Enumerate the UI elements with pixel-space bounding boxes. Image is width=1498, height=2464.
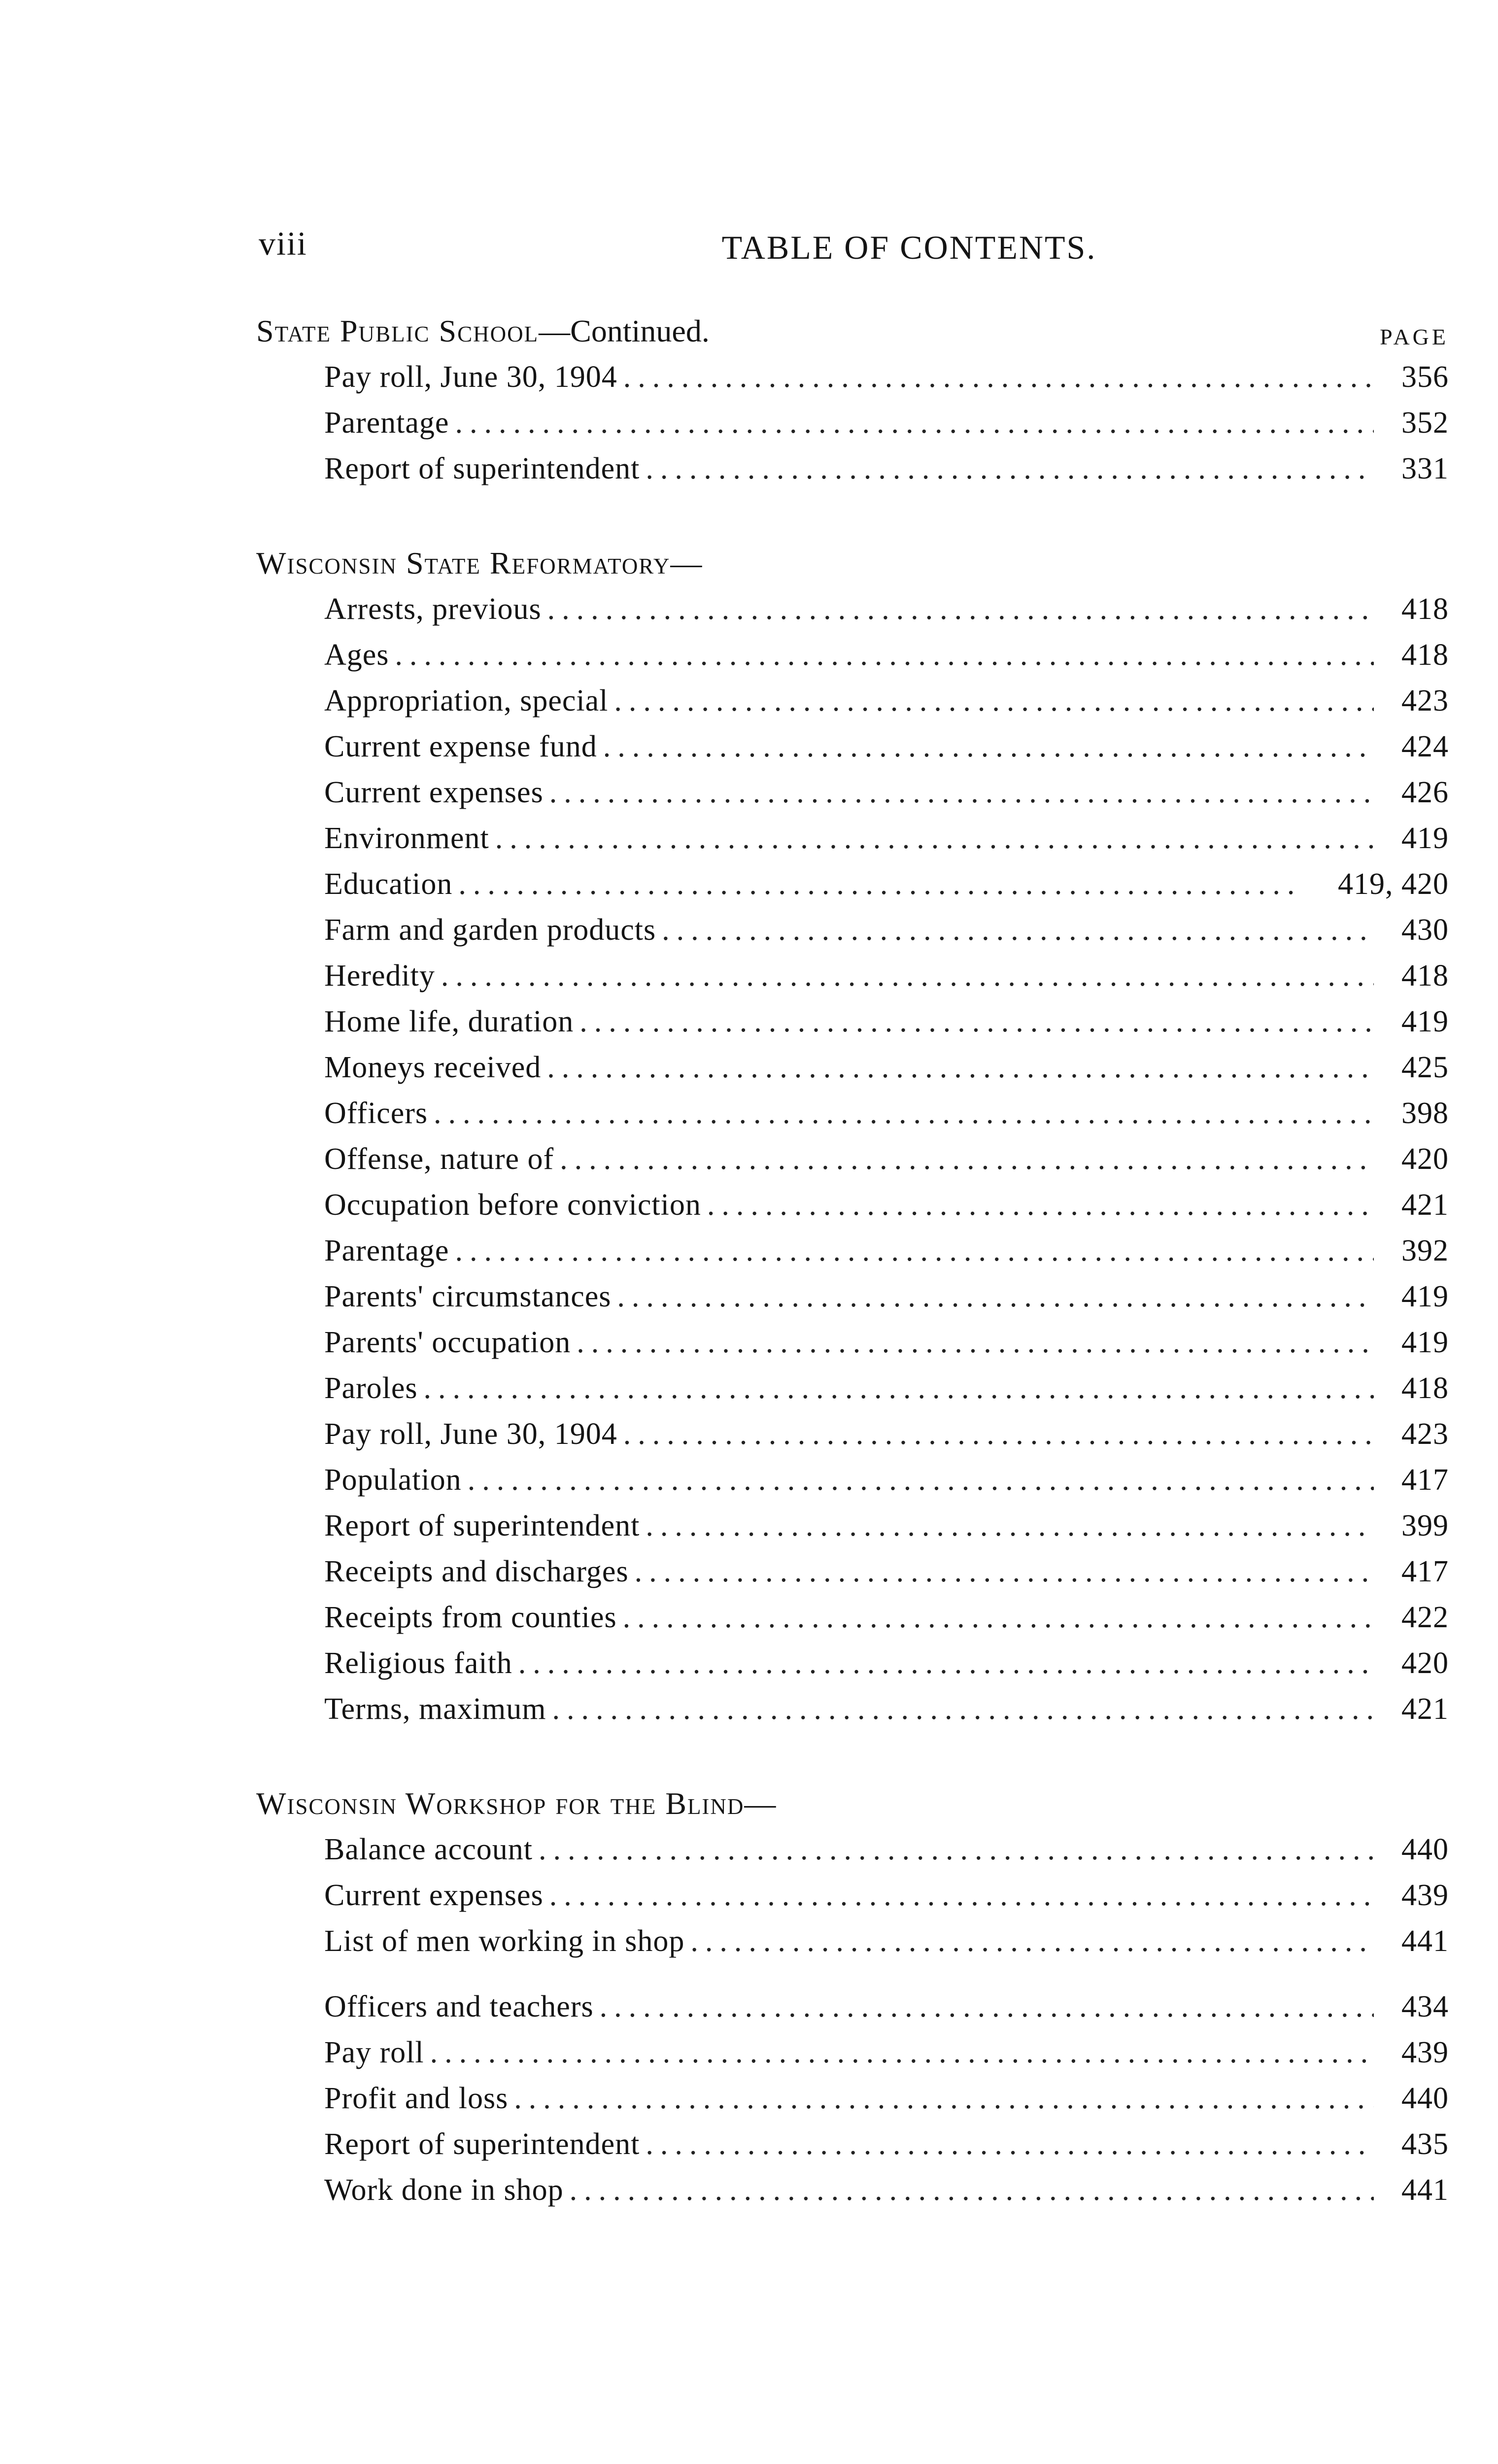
entry-page-number: 423: [1401, 684, 1449, 718]
section-heading-title: Wisconsin State Reformatory: [256, 546, 671, 581]
dot-leader: [514, 2076, 1374, 2122]
toc-entry: [256, 770, 1449, 816]
entry-page-number: 430: [1401, 913, 1449, 947]
dot-leader: [495, 816, 1374, 861]
toc-entry: [256, 1091, 1449, 1136]
dot-leader: [547, 1045, 1374, 1091]
entry-label: Religious faith: [324, 1646, 512, 1680]
toc-entry: [256, 1827, 1449, 1873]
dot-leader: [577, 1320, 1374, 1366]
entry-label: Population: [324, 1463, 462, 1497]
dot-leader: [707, 1182, 1374, 1228]
section-heading-suffix: —Continued.: [539, 313, 710, 348]
section-heading-suffix: —: [744, 1786, 776, 1821]
toc-entry: [256, 1411, 1449, 1457]
toc-entry: [256, 999, 1449, 1045]
entry-label: Officers and teachers: [324, 1990, 594, 2023]
toc-entry: [256, 953, 1449, 999]
entry-page-number: 421: [1401, 1188, 1449, 1222]
entry-page-number: 422: [1401, 1601, 1449, 1634]
entry-label: Occupation before conviction: [324, 1188, 701, 1222]
entry-label: List of men working in shop: [324, 1924, 685, 1958]
entry-label: Ages: [324, 638, 389, 672]
dot-leader: [690, 1918, 1374, 1964]
entry-page-number: 419: [1401, 1280, 1449, 1313]
toc-entry: [256, 1984, 1449, 2030]
dot-leader: [549, 1873, 1374, 1918]
entry-label: Parents' occupation: [324, 1326, 571, 1359]
entry-label: Pay roll, June 30, 1904: [324, 360, 617, 394]
entry-page-number: 423: [1401, 1417, 1449, 1451]
entry-page-number: 419: [1401, 1326, 1449, 1359]
entry-page-number: 331: [1401, 452, 1449, 485]
toc-section: [256, 1780, 1449, 2213]
entry-label: Current expense fund: [324, 730, 597, 763]
toc-entry: [256, 1228, 1449, 1274]
page-header: [259, 224, 1431, 264]
entry-page-number: 418: [1401, 959, 1449, 992]
entry-label: Profit and loss: [324, 2082, 509, 2115]
dot-leader: [579, 999, 1374, 1045]
entry-page-number: 419: [1401, 1005, 1449, 1038]
toc-entry: [256, 1274, 1449, 1320]
entry-label: Parents' circumstances: [324, 1280, 612, 1313]
table-of-contents: [256, 308, 1449, 2213]
entry-label: Officers: [324, 1096, 428, 1130]
toc-entry: [256, 1549, 1449, 1595]
entry-page-number: 426: [1401, 776, 1449, 809]
entry-page-number: 420: [1401, 1142, 1449, 1176]
toc-entry: [256, 2076, 1449, 2122]
dot-leader: [424, 1366, 1374, 1411]
dot-leader: [617, 1274, 1374, 1320]
entry-page-number: 441: [1401, 1924, 1449, 1958]
section-heading: [256, 540, 1449, 586]
entry-page-number: 435: [1401, 2127, 1449, 2161]
entry-label: Education: [324, 867, 453, 901]
toc-entry: [256, 1686, 1449, 1732]
section-heading-title: Wisconsin Workshop for the Blind: [256, 1786, 745, 1821]
entry-label: Report of superintendent: [324, 452, 640, 485]
toc-entry: [256, 400, 1449, 446]
entry-label: Heredity: [324, 959, 435, 992]
page-column-label: PAGE: [1380, 324, 1449, 349]
toc-entry: [256, 724, 1449, 770]
dot-leader: [635, 1549, 1374, 1595]
entry-label: Arrests, previous: [324, 592, 542, 626]
dot-leader: [547, 586, 1374, 632]
dot-leader: [646, 1503, 1374, 1549]
entry-label: Parentage: [324, 1234, 449, 1267]
dot-leader: [395, 632, 1374, 678]
toc-entry: [256, 1641, 1449, 1686]
toc-entry: [256, 446, 1449, 492]
toc-entry: [256, 1457, 1449, 1503]
entry-label: Terms, maximum: [324, 1692, 546, 1726]
entry-label: Home life, duration: [324, 1005, 574, 1038]
toc-entry: [256, 1045, 1449, 1091]
entry-page-number: 421: [1401, 1692, 1449, 1726]
dot-leader: [646, 446, 1374, 492]
page-number: viii: [259, 225, 307, 262]
entry-label: Pay roll, June 30, 1904: [324, 1417, 617, 1451]
entry-page-number: 398: [1401, 1096, 1449, 1130]
entry-label: Environment: [324, 821, 489, 855]
entry-page-number: 418: [1401, 638, 1449, 672]
entry-label: Appropriation, special: [324, 684, 609, 718]
toc-entry: [256, 1182, 1449, 1228]
dot-leader: [646, 2122, 1374, 2167]
entry-page-number: 425: [1401, 1051, 1449, 1084]
dot-leader: [455, 400, 1374, 446]
entry-label: Balance account: [324, 1833, 533, 1866]
toc-entry: [256, 1503, 1449, 1549]
dot-leader: [518, 1641, 1374, 1686]
entry-page-number: 440: [1401, 1833, 1449, 1866]
toc-entry: [256, 1136, 1449, 1182]
toc-entry: [256, 632, 1449, 678]
toc-entry: [256, 2167, 1449, 2213]
entry-page-number: 356: [1401, 360, 1449, 394]
dot-leader: [468, 1457, 1374, 1503]
toc-entry: [256, 1873, 1449, 1918]
entry-page-number: 392: [1401, 1234, 1449, 1267]
entry-page-number: 417: [1401, 1555, 1449, 1588]
dot-leader: [539, 1827, 1374, 1873]
entry-page-number: 441: [1401, 2173, 1449, 2207]
entry-page-number: 440: [1401, 2082, 1449, 2115]
entry-page-number: 434: [1401, 1990, 1449, 2023]
entry-page-number: 424: [1401, 730, 1449, 763]
entry-label: Current expenses: [324, 1879, 544, 1912]
entry-page-number: 419: [1401, 821, 1449, 855]
entry-label: Receipts and discharges: [324, 1555, 629, 1588]
toc-entry: [256, 907, 1449, 953]
dot-leader: [455, 1228, 1374, 1274]
section-heading-suffix: —: [670, 546, 702, 581]
entry-page-number: 418: [1401, 1371, 1449, 1405]
toc-entry: [256, 1595, 1449, 1641]
dot-leader: [623, 1411, 1374, 1457]
page-title: TABLE OF CONTENTS.: [721, 229, 1097, 266]
entry-page-number: 439: [1401, 2036, 1449, 2069]
entry-page-number: 439: [1401, 1879, 1449, 1912]
entry-label: Receipts from counties: [324, 1601, 617, 1634]
entry-label: Pay roll: [324, 2036, 424, 2069]
dot-leader: [434, 1091, 1374, 1136]
section-heading: [256, 308, 1449, 354]
entry-page-number: 352: [1401, 406, 1449, 440]
section-heading-title: State Public School: [256, 313, 539, 348]
entry-page-number: 419, 420: [1338, 867, 1449, 901]
entry-page-number: 417: [1401, 1463, 1449, 1497]
toc-entry: [256, 1366, 1449, 1411]
dot-leader: [603, 724, 1374, 770]
dot-leader: [552, 1686, 1374, 1732]
toc-entry: [256, 586, 1449, 632]
entry-page-number: 420: [1401, 1646, 1449, 1680]
dot-leader: [458, 861, 1295, 907]
entry-label: Parentage: [324, 406, 449, 440]
entry-page-number: 418: [1401, 592, 1449, 626]
toc-entry: [256, 1918, 1449, 1964]
dot-leader: [549, 770, 1374, 816]
toc-entry: [256, 2122, 1449, 2167]
toc-entry: [256, 861, 1449, 907]
dot-leader: [570, 2167, 1374, 2213]
toc-entry: [256, 354, 1449, 400]
dot-leader: [623, 1595, 1374, 1641]
entry-label: Work done in shop: [324, 2173, 564, 2207]
dot-leader: [600, 1984, 1374, 2030]
toc-entry: [256, 678, 1449, 724]
dot-leader: [560, 1136, 1374, 1182]
entry-label: Moneys received: [324, 1051, 542, 1084]
dot-leader: [430, 2030, 1374, 2076]
entry-label: Report of superintendent: [324, 2127, 640, 2161]
entry-label: Farm and garden products: [324, 913, 656, 947]
dot-leader: [614, 678, 1374, 724]
toc-entry: [256, 816, 1449, 861]
entry-label: Paroles: [324, 1371, 418, 1405]
entry-page-number: 399: [1401, 1509, 1449, 1542]
entry-label: Current expenses: [324, 776, 544, 809]
entry-label: Report of superintendent: [324, 1509, 640, 1542]
toc-section: [256, 308, 1449, 492]
dot-leader: [441, 953, 1374, 999]
toc-entry: [256, 1320, 1449, 1366]
entry-label: Offense, nature of: [324, 1142, 554, 1176]
section-heading: [256, 1780, 1449, 1827]
toc-entry: [256, 2030, 1449, 2076]
toc-section: [256, 540, 1449, 1732]
dot-leader: [662, 907, 1374, 953]
dot-leader: [623, 354, 1374, 400]
